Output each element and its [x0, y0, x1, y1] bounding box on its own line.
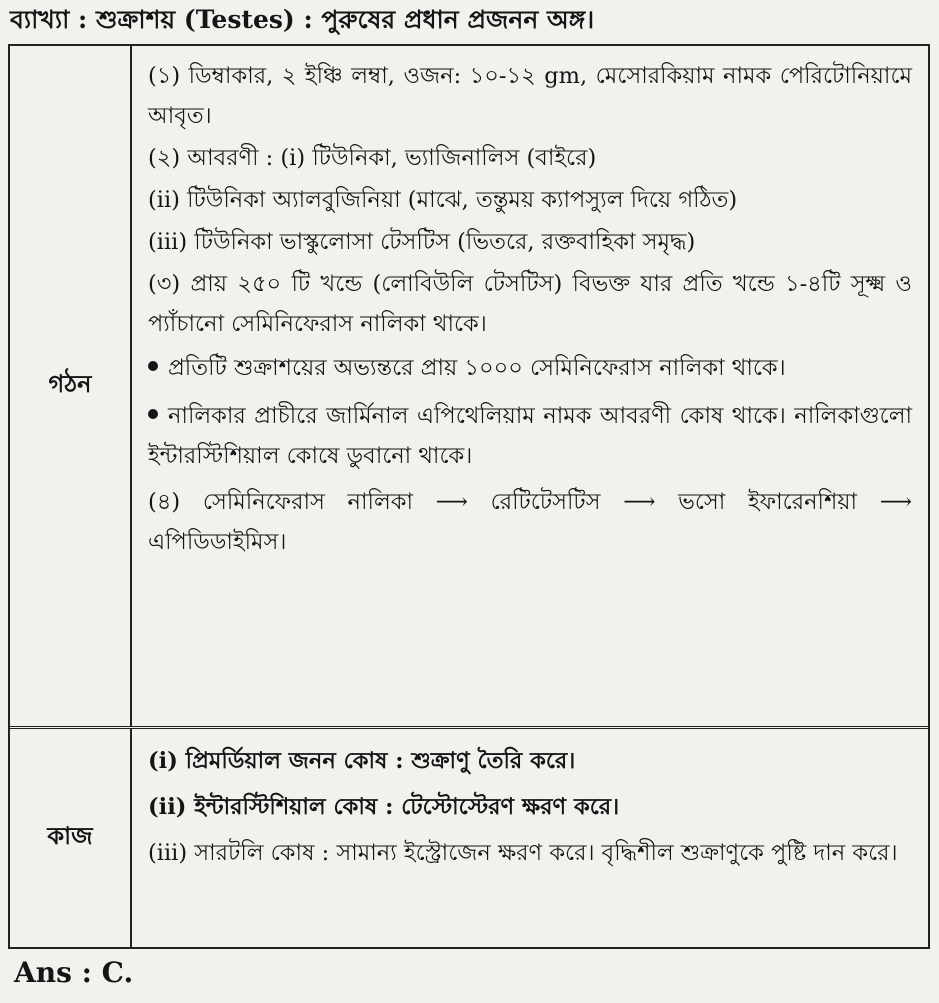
function-content [132, 729, 928, 947]
function-line-3: (iii) সারটলি কোষ : সামান্য ইস্ট্রোজেন ক্ষরণ করে। বৃদ্ধিশীল শুক্রাণুকে পুষ্টি দান করে। [148, 840, 898, 866]
function-row [10, 729, 928, 947]
structure-line-4: (iii) টিউনিকা ভাস্কুলোসা টেসটিস (ভিতরে, রক্তবাহিকা সমৃদ্ধ) [148, 229, 696, 255]
structure-content [132, 46, 928, 726]
function-line-2: (ii) ইন্টারস্টিশিয়াল কোষ : টেস্টোস্টেরণ ক্ষরণ করে। [148, 794, 620, 820]
structure-line-8: (৪) সেমিনিফেরাস নালিকা ⟶ রেটিটেসটিস ⟶ ভসো ইফারেনশিয়া ⟶ এপিডিডাইমিস। [148, 489, 912, 555]
structure-label: গঠন [10, 46, 132, 726]
structure-row [10, 46, 928, 729]
bullet-icon [148, 361, 158, 371]
explanation-table [8, 44, 930, 949]
explanation-heading: ব্যাখ্যা : শুক্রাশয় (Testes) : পুরুষের প্রধান প্রজনন অঙ্গ। [10, 5, 595, 34]
structure-line-2: (২) আবরণী : (i) টিউনিকা, ভ্যাজিনালিস (বাইরে) [148, 145, 597, 171]
structure-line-5: (৩) প্রায় ২৫০ টি খন্ডে (লোবিউলি টেসটিস) বিভক্ত যার প্রতি খন্ডে ১-৪টি সূক্ষ্ম ও প্যাঁচানো সেমিনিফেরাস নালিকা থাকে। [148, 271, 912, 337]
bullet-text-1: প্রতিটি শুক্রাশয়ের অভ্যন্তরে প্রায় ১০০০ সেমিনিফেরাস নালিকা থাকে। [168, 355, 786, 381]
structure-line-3: (ii) টিউনিকা অ্যালবুজিনিয়া (মাঝে, তন্তুময় ক্যাপস্যুল দিয়ে গঠিত) [148, 187, 738, 213]
bullet-item-2 [148, 396, 912, 476]
structure-line-1: (১) ডিম্বাকার, ২ ইঞ্চি লম্বা, ওজন: ১০-১২ gm, মেসোরকিয়াম নামক পেরিটোনিয়ামে আবৃত। [148, 63, 912, 129]
bullet-item-1 [148, 348, 912, 388]
function-label: কাজ [10, 729, 132, 947]
answer-text: Ans : C. [14, 956, 134, 989]
bullet-text-2: নালিকার প্রাচীরে জার্মিনাল এপিথেলিয়াম নামক আবরণী কোষ থাকে। নালিকাগুলো ইন্টারস্টিশিয়াল কোষে ডুবানো থাকে। [148, 403, 912, 469]
bullet-icon [148, 409, 158, 419]
function-line-1: (i) প্রিমর্ডিয়াল জনন কোষ : শুক্রাণু তৈরি করে। [148, 748, 576, 774]
